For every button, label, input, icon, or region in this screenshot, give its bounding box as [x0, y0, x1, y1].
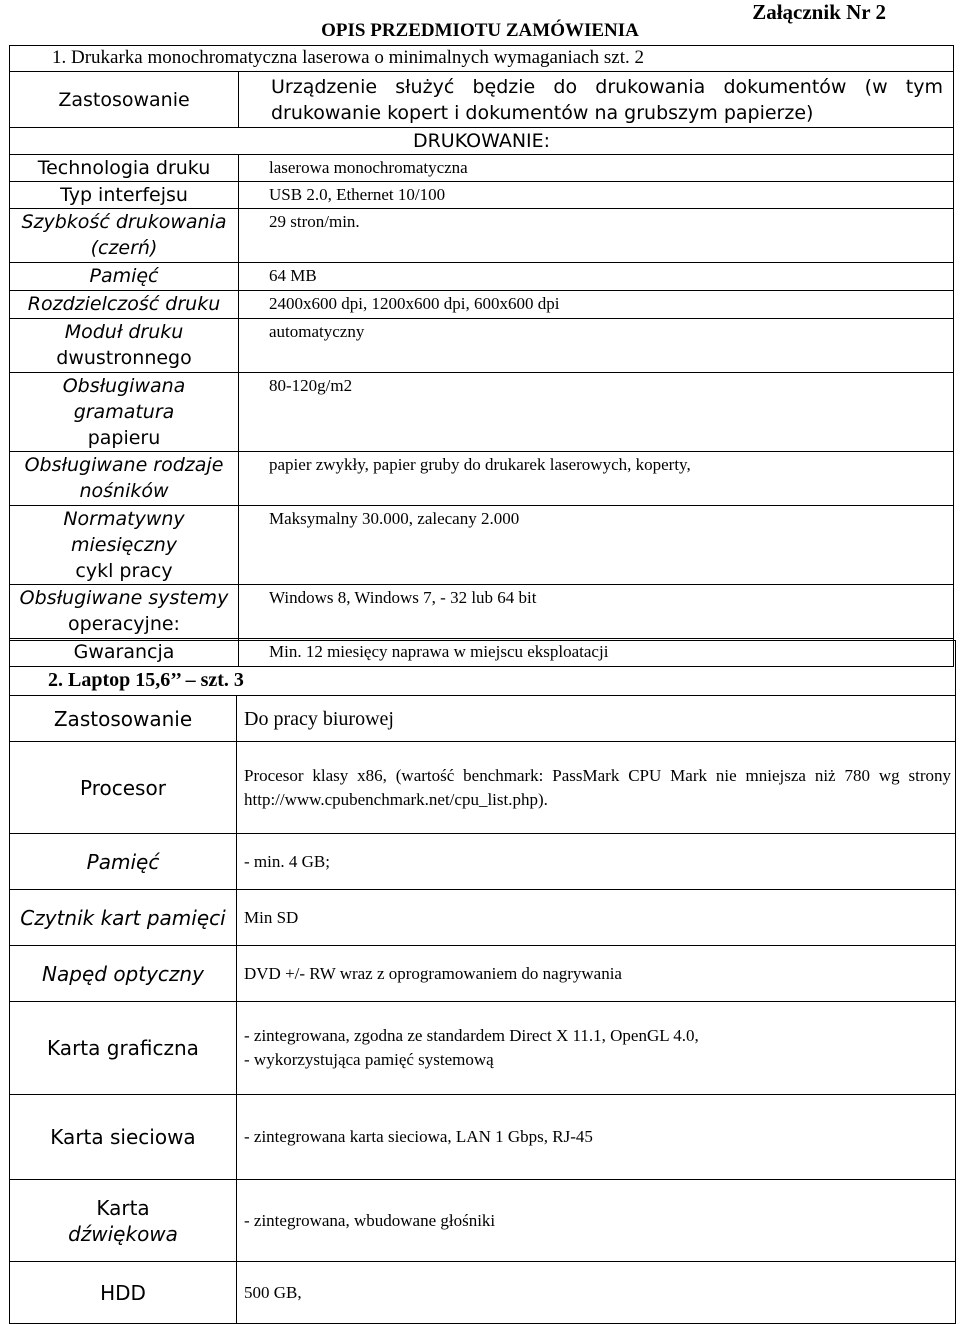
spec-label-warranty: Gwarancja [10, 639, 239, 667]
laptop-value-card-reader: Min SD [237, 890, 956, 946]
laptop-label-memory: Pamięć [10, 834, 237, 890]
spec-label-interface: Typ interfejsu [10, 182, 239, 209]
laptop-value-optical-drive: DVD +/- RW wraz z oprogramowaniem do nagrywania [237, 946, 956, 1002]
laptop-label-network: Karta sieciowa [10, 1095, 237, 1180]
spec-label-resolution: Rozdzielczość druku [10, 291, 239, 319]
laptop-value-memory: - min. 4 GB; [237, 834, 956, 890]
laptop-label-sound: Karta dźwiękowa [10, 1180, 237, 1262]
laptop-label-processor: Procesor [10, 742, 237, 834]
laptop-heading: 2. Laptop 15,6’’ – szt. 3 [10, 641, 956, 696]
laptop-label-card-reader: Czytnik kart pamięci [10, 890, 237, 946]
printer-spec-table [9, 45, 954, 667]
laptop-value-sound: - zintegrowana, wbudowane głośniki [237, 1180, 956, 1262]
laptop-value-application: Do pracy biurowej [237, 696, 956, 742]
spec-value-paper-weight: 80-120g/m2 [239, 373, 954, 452]
spec-value-warranty: Min. 12 miesięcy naprawa w miejscu eksploatacji [239, 639, 954, 667]
spec-value-interface: USB 2.0, Ethernet 10/100 [239, 182, 954, 209]
laptop-spec-table [9, 640, 956, 1324]
spec-value-duty-cycle: Maksymalny 30.000, zalecany 2.000 [239, 506, 954, 585]
printer-heading: 1. Drukarka monochromatyczna laserowa o minimalnych wymaganiach szt. 2 [10, 46, 954, 72]
spec-label-speed: Szybkość drukowania (czerń) [10, 209, 239, 263]
laptop-label-optical-drive: Napęd optyczny [10, 946, 237, 1002]
spec-value-memory: 64 MB [239, 263, 954, 291]
spec-value-resolution: 2400x600 dpi, 1200x600 dpi, 600x600 dpi [239, 291, 954, 319]
printer-application-label: Zastosowanie [10, 72, 239, 128]
laptop-value-processor: Procesor klasy x86, (wartość benchmark: PassMark CPU Mark nie mniejsza niż 780 wg strony http://www.cpubenchmark.net/cpu_list.php). [237, 742, 956, 834]
spec-label-paper-weight: Obsługiwana gramatura papieru [10, 373, 239, 452]
spec-label-media-types: Obsługiwane rodzaje nośników [10, 452, 239, 506]
laptop-label-application: Zastosowanie [10, 696, 237, 742]
spec-label-os: Obsługiwane systemy operacyjne: [10, 585, 239, 639]
spec-label-memory: Pamięć [10, 263, 239, 291]
printing-section-header: DRUKOWANIE: [10, 128, 954, 155]
laptop-label-hdd: HDD [10, 1262, 237, 1324]
printer-application-value: Urządzenie służyć będzie do drukowania dokumentów (w tym drukowanie kopert i dokumentów na grubszym papierze) [239, 72, 954, 128]
laptop-value-network: - zintegrowana karta sieciowa, LAN 1 Gbps, RJ-45 [237, 1095, 956, 1180]
spec-label-duty-cycle: Normatywny miesięczny cykl pracy [10, 506, 239, 585]
spec-value-speed: 29 stron/min. [239, 209, 954, 263]
laptop-label-graphics: Karta graficzna [10, 1002, 237, 1095]
document-title: OPIS PRZEDMIOTU ZAMÓWIENIA [321, 20, 639, 41]
spec-label-duplex: Moduł druku dwustronnego [10, 319, 239, 373]
spec-value-media-types: papier zwykły, papier gruby do drukarek laserowych, koperty, [239, 452, 954, 506]
spec-value-os: Windows 8, Windows 7, - 32 lub 64 bit [239, 585, 954, 639]
attachment-number: Załącznik Nr 2 [752, 0, 886, 24]
laptop-value-graphics: - zintegrowana, zgodna ze standardem Direct X 11.1, OpenGL 4.0, - wykorzystująca pamięć systemową [237, 1002, 956, 1095]
spec-value-duplex: automatyczny [239, 319, 954, 373]
laptop-value-hdd: 500 GB, [237, 1262, 956, 1324]
spec-value-technology: laserowa monochromatyczna [239, 155, 954, 182]
spec-label-technology: Technologia druku [10, 155, 239, 182]
